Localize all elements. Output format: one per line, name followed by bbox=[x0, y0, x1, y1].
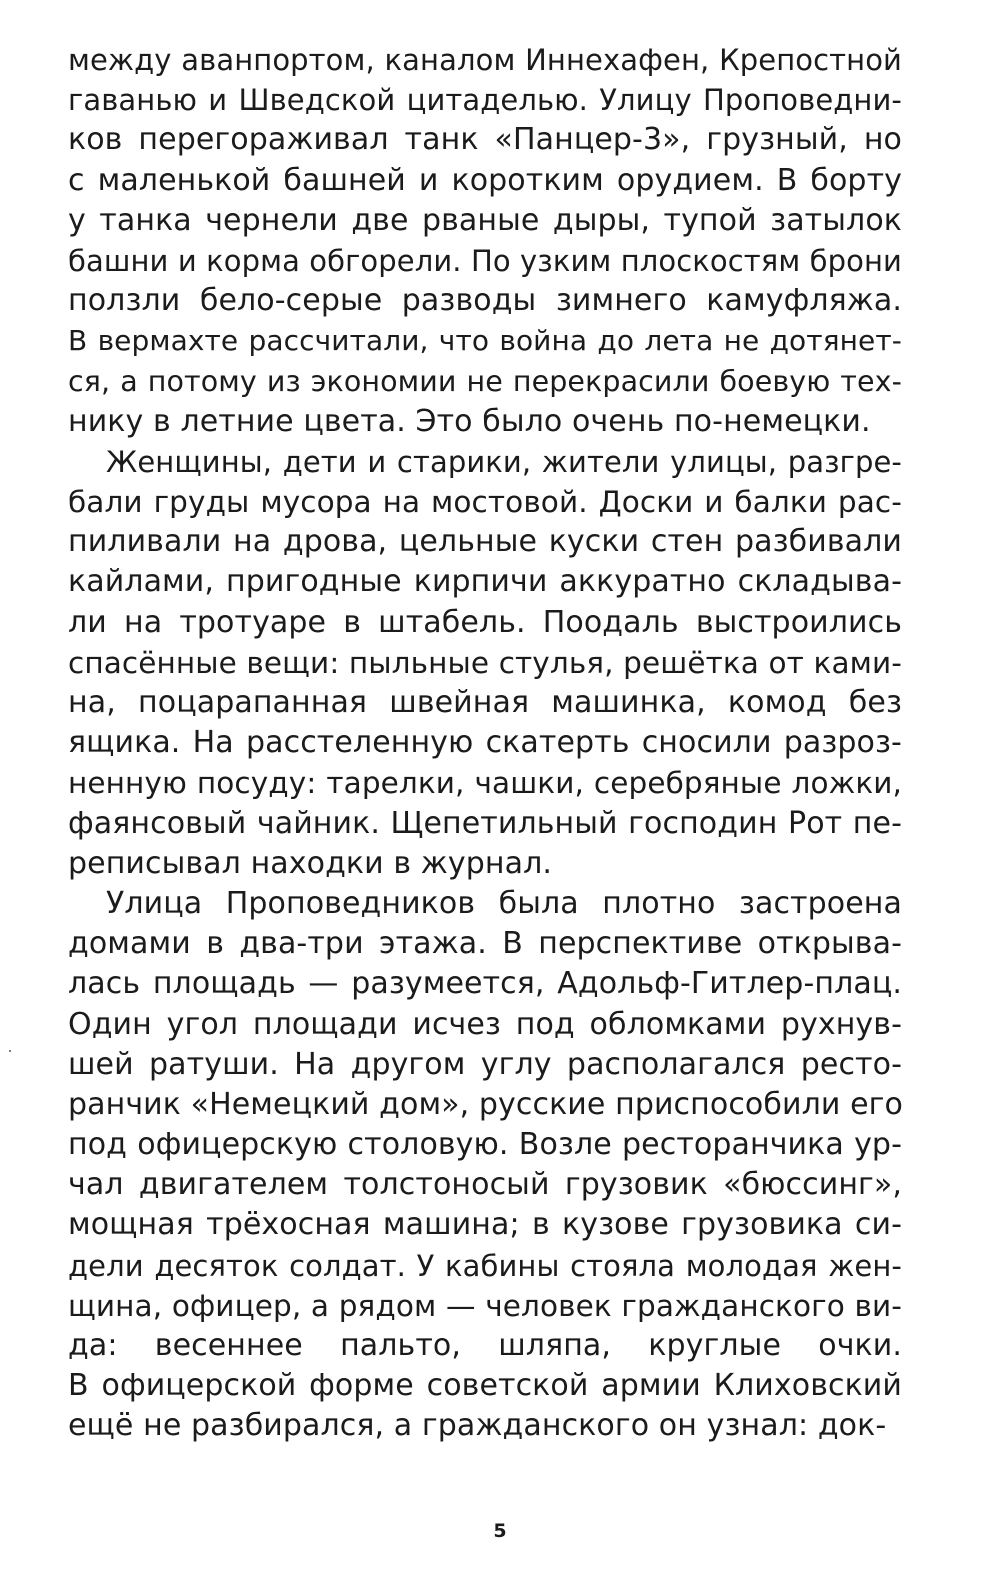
text-line: дели десяток солдат. У кабины стояла молодая жен- bbox=[68, 1248, 902, 1283]
text-line: спасённые вещи: пыльные стулья, решётка от ками- bbox=[68, 645, 902, 680]
text-line: под офицерскую столовую. Возле ресторанчика ур- bbox=[68, 1127, 902, 1163]
body-text bbox=[68, 40, 902, 1447]
text-line: башни и корма обгорели. По узким плоскостям брони bbox=[68, 243, 902, 278]
scan-speck bbox=[9, 1050, 11, 1052]
text-line: мощная трёхосная машина; в кузове грузовика си- bbox=[68, 1207, 902, 1243]
text-line: пиливали на дрова, цельные куски стен разбивали bbox=[68, 524, 902, 560]
page-number: 5 bbox=[493, 1520, 507, 1542]
text-line: фаянсовый чайник. Щепетильный господин Рот пе- bbox=[68, 805, 902, 841]
text-line: гаванью и Шведской цитаделью. Улицу Проповедни- bbox=[68, 83, 902, 118]
paragraph bbox=[68, 442, 902, 884]
text-line: с маленькой башней и коротким орудием. В борту bbox=[68, 162, 902, 198]
text-line: у танка чернели две рваные дыры, тупой затылок bbox=[68, 202, 902, 238]
paragraph bbox=[68, 40, 902, 442]
text-line: ли на тротуаре в штабель. Поодаль выстроились bbox=[68, 604, 902, 640]
paragraph bbox=[68, 884, 902, 1447]
text-line: чал двигателем толстоносый грузовик «бюссинг», bbox=[68, 1167, 902, 1203]
text-line: Женщины, дети и старики, жители улицы, разгре- bbox=[106, 444, 902, 479]
text-line: ся, а потому из экономии не перекрасили боевую тех- bbox=[68, 364, 902, 398]
text-line: на, поцарапанная швейная машинка, комод без bbox=[68, 685, 902, 720]
text-line: домами в два-три этажа. В перспективе открыва- bbox=[68, 926, 902, 962]
text-line: ранчик «Немецкий дом», русские приспособили его bbox=[68, 1086, 903, 1122]
text-line: щина, офицер, а рядом — человек гражданского ви- bbox=[68, 1288, 902, 1323]
text-line: ненную посуду: тарелки, чашки, серебряные ложки, bbox=[68, 766, 902, 801]
text-line: В вермахте рассчитали, что война до лета не дотянет- bbox=[68, 324, 902, 358]
text-line: ещё не разбирался, а гражданского он узнал: док- bbox=[68, 1408, 887, 1444]
text-line: нику в летние цвета. Это было очень по-немецки. bbox=[68, 403, 871, 439]
text-line: лась площадь — разумеется, Адольф-Гитлер-плац. bbox=[68, 966, 902, 1002]
text-line: Один угол площади исчез под обломками рухнув- bbox=[68, 1006, 902, 1042]
text-line: между аванпортом, каналом Иннехафен, Крепостной bbox=[68, 43, 902, 77]
text-line: ящика. На расстеленную скатерть сносили разроз- bbox=[68, 725, 902, 761]
text-line: В офицерской форме советской армии Клиховский bbox=[68, 1368, 902, 1404]
text-line: бали груды мусора на мостовой. Доски и балки рас- bbox=[68, 485, 902, 520]
text-line: реписывал находки в журнал. bbox=[68, 845, 553, 881]
text-line: ползли бело-серые разводы зимнего камуфляжа. bbox=[68, 283, 902, 319]
text-line: да: весеннее пальто, шляпа, круглые очки. bbox=[68, 1328, 902, 1363]
text-line: ков перегораживал танк «Панцер-3», грузный, но bbox=[68, 122, 902, 158]
text-line: Улица Проповедников была плотно застроена bbox=[106, 885, 902, 921]
text-line: кайлами, пригодные кирпичи аккуратно складыва- bbox=[68, 564, 902, 600]
text-line: шей ратуши. На другом углу располагался ресто- bbox=[68, 1046, 902, 1082]
